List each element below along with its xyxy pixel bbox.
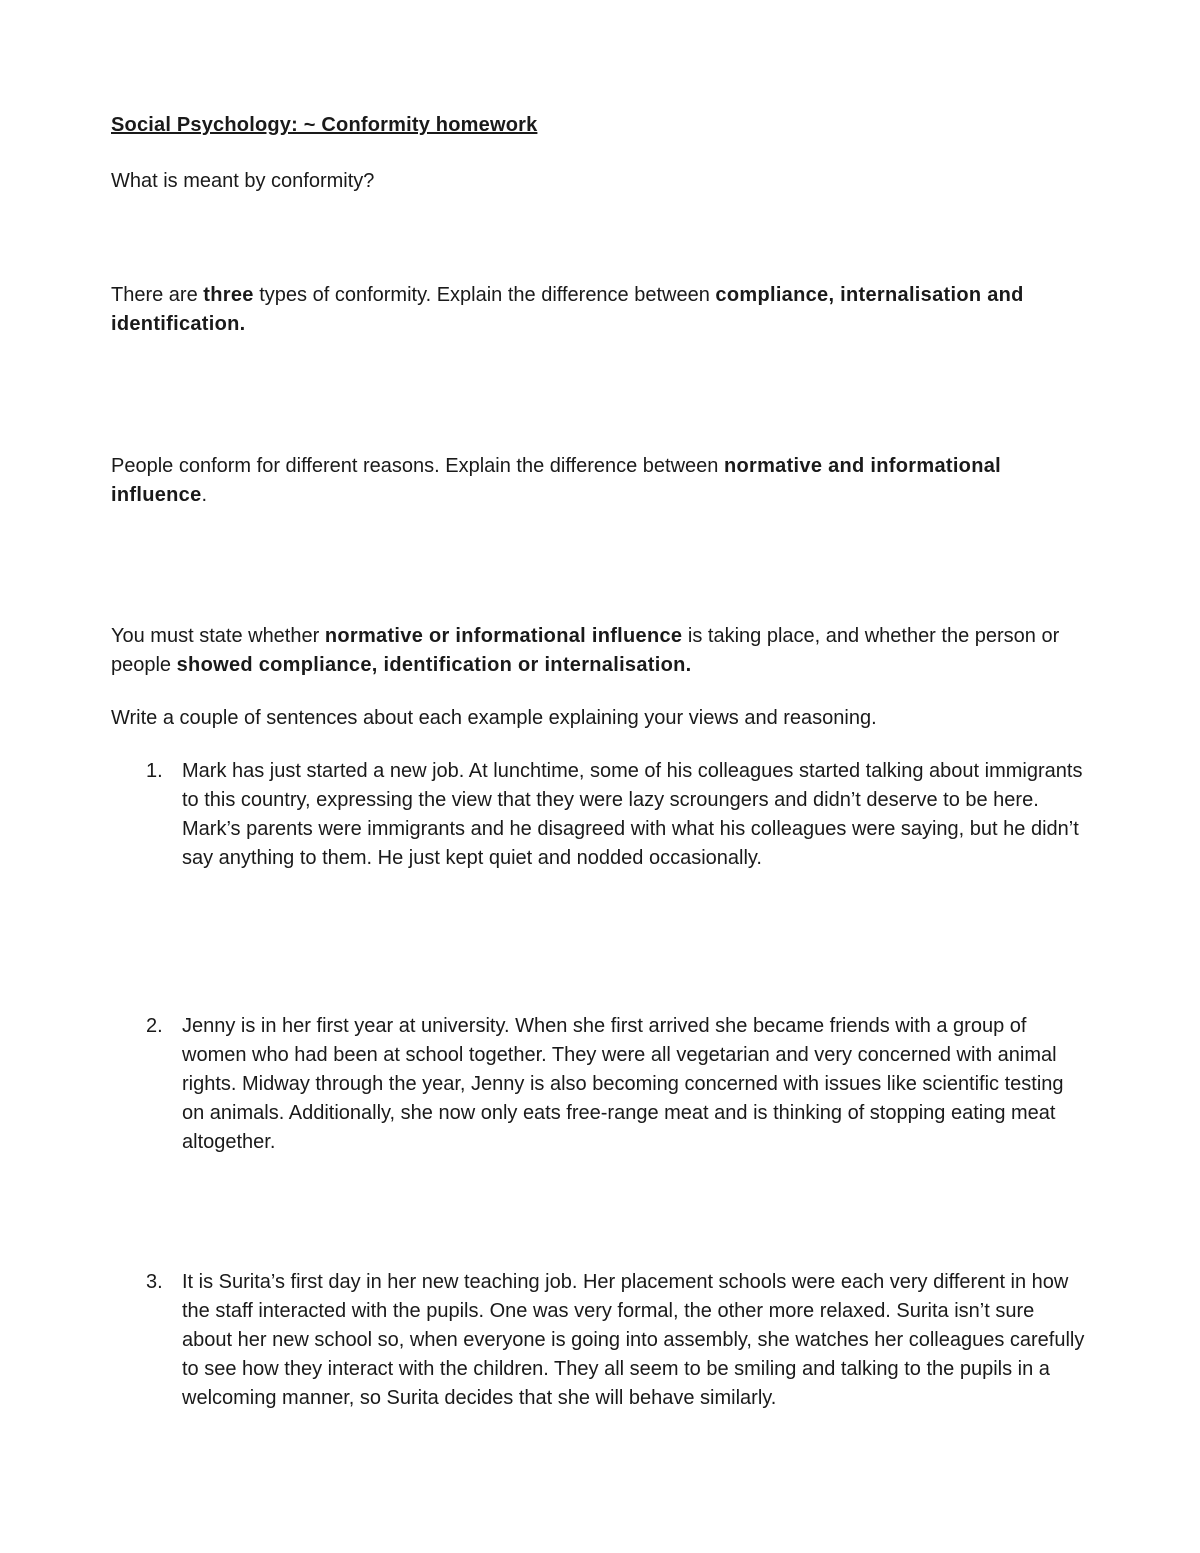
list-item-text: Mark has just started a new job. At lunchtime, some of his colleagues started talking about immigrants to this country, expressing the view that they were lazy scroungers and didn’t deserve to be here. Mark’s parents were immigrants and he disagreed with what his colleagues were saying, but he didn’t say anything to them. He just kept quiet and nodded occasionally.	[182, 760, 1083, 869]
emphasis-text: three	[203, 284, 254, 306]
question-text: .	[201, 484, 208, 506]
instruction-text: is taking place, and whether the person or people	[111, 625, 1060, 676]
write-prompt: Write a couple of sentences about each example explaining your views and reasoning.	[111, 707, 877, 729]
list-item-number: 2.	[146, 1015, 163, 1037]
instruction-text: You must state whether	[111, 625, 325, 647]
emphasis-text: normative or informational influence	[324, 625, 683, 647]
document-title: Social Psychology: ~ Conformity homework	[111, 114, 538, 136]
emphasis-text: normative and informational influence	[111, 455, 1001, 506]
question-conformity-definition: What is meant by conformity?	[111, 170, 375, 192]
question-types-of-conformity	[111, 281, 1091, 339]
list-item-text: It is Surita’s first day in her new teaching job. Her placement schools were each very different in how the staff interacted with the pupils. One was very formal, the other more relaxed. Surita isn’t sure about her new school so, when everyone is going into assembly, she watches her colleagues carefully to see how they interact with the children. They all seem to be smiling and talking to the pupils in a welcoming manner, so Surita decides that she will behave similarly.	[182, 1271, 1085, 1409]
question-text: There are	[111, 284, 204, 306]
instructions-paragraph	[111, 622, 1091, 680]
question-reasons-for-conformity	[111, 452, 1091, 510]
question-text: types of conformity. Explain the difference between	[253, 284, 716, 306]
list-item-number: 1.	[146, 760, 163, 782]
list-item-text: Jenny is in her first year at university. When she first arrived she became friends with a group of women who had been at school together. They were all vegetarian and very concerned with animal rights. Midway through the year, Jenny is also becoming concerned with issues like scientific testing on animals. Additionally, she now only eats free-range meat and is thinking of stopping eating meat altogether.	[182, 1015, 1064, 1153]
emphasis-text: showed compliance, identification or internalisation.	[176, 654, 692, 676]
emphasis-text: compliance, internalisation and identification.	[111, 284, 1024, 335]
question-text: People conform for different reasons. Explain the difference between	[111, 455, 724, 477]
list-item-number: 3.	[146, 1271, 163, 1293]
